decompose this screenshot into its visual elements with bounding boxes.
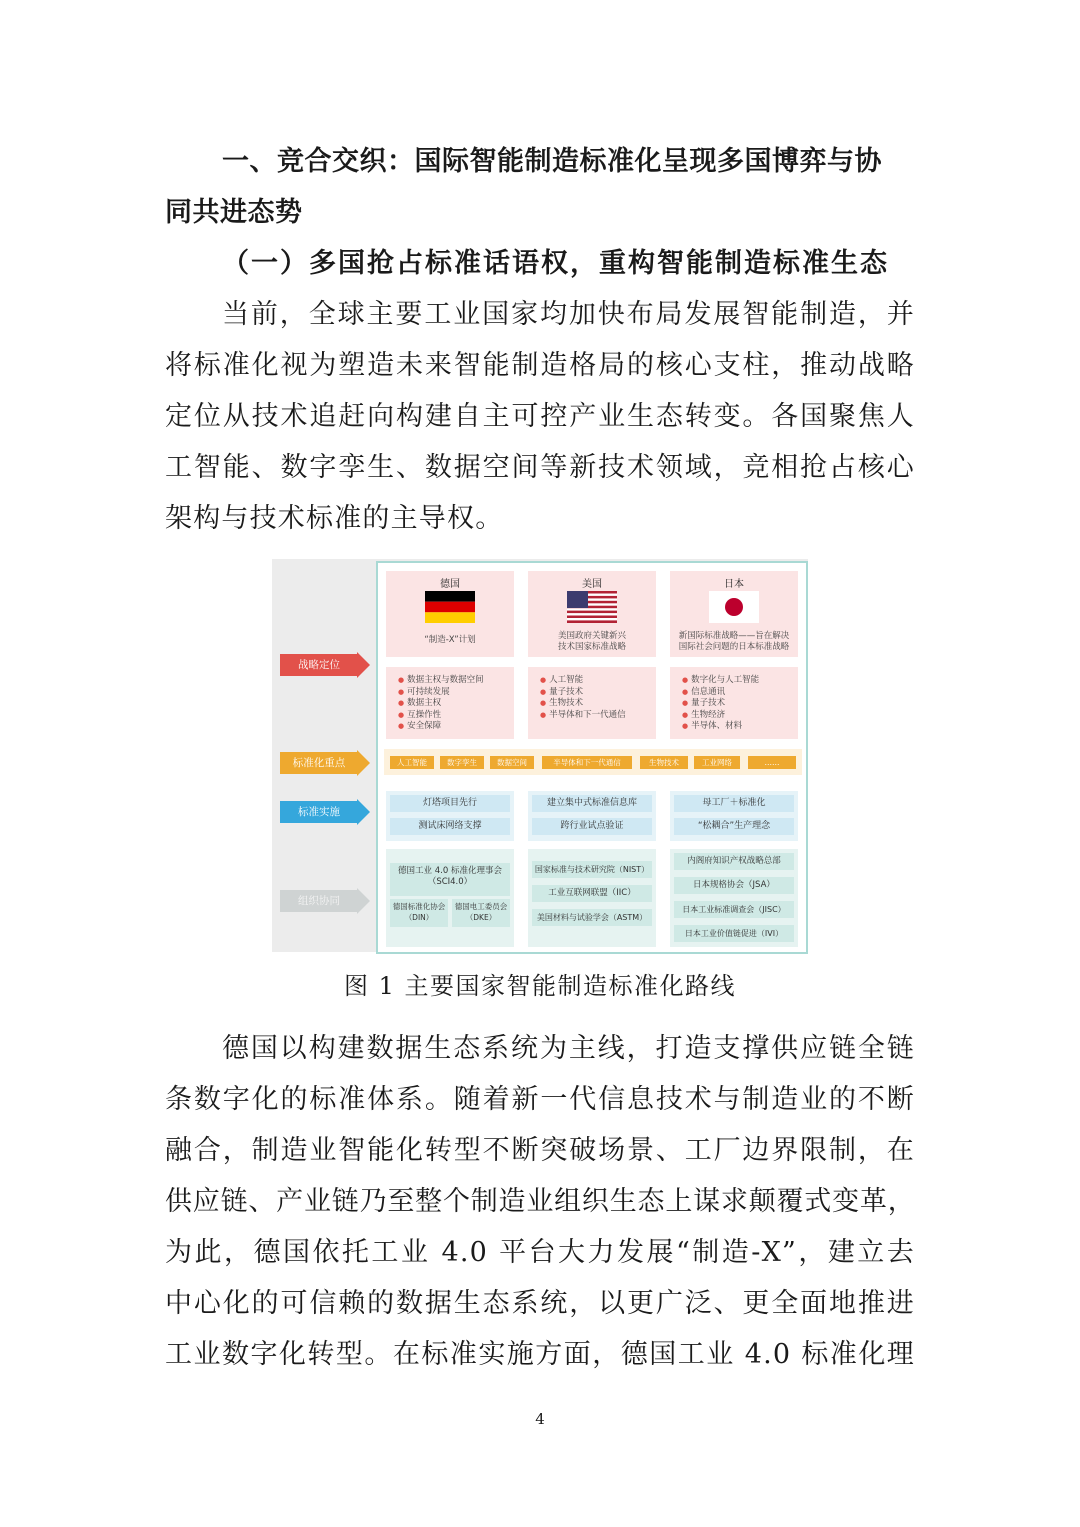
heading-1-line-1: 一、竞合交织：国际智能制造标准化呈现多国博弈与协: [222, 146, 882, 177]
org-text: 德国标准化协会: [392, 902, 446, 911]
impl-japan: [670, 791, 798, 841]
para2-line: 条数字化的标准体系。随着新一代信息技术与制造业的不断: [165, 1084, 915, 1115]
para2-line: 中心化的可信赖的数据生态系统，以更广泛、更全面地推进: [165, 1288, 915, 1319]
country-name: 美国: [582, 579, 602, 590]
org-cell: 工业互联网联盟（IIC）: [532, 885, 652, 902]
org-cell: 日本工业价值链促进（IVI）: [674, 925, 794, 942]
page-number: 4: [535, 1410, 545, 1428]
impl-cell: “松耦合”生产理念: [674, 818, 794, 835]
org-cell: [390, 899, 448, 927]
impl-cell: 母工厂＋标准化: [674, 795, 794, 812]
row-label-focus: 标准化重点: [280, 752, 358, 774]
para1-line: 定位从技术追赶向构建自主可控产业生态转变。各国聚焦人: [165, 401, 915, 432]
bullet-item: ● 数据主权与数据空间: [398, 675, 484, 687]
country-box-germany: [386, 571, 514, 657]
focus-chip: ……: [748, 756, 796, 769]
heading-2: （一）多国抢占标准话语权，重构智能制造标准生态: [222, 248, 889, 279]
focus-chip: 工业网络: [694, 756, 740, 769]
japan-flag-icon: [709, 591, 759, 623]
germany-flag-icon: [425, 591, 475, 623]
org-usa: [528, 849, 656, 947]
country-name: 日本: [724, 579, 744, 590]
bullets-germany: [386, 667, 514, 739]
impl-cell: 测试床网络支撑: [390, 818, 510, 835]
country-box-japan: [670, 571, 798, 657]
country-name: 德国: [440, 579, 460, 590]
bullet-item: ● 数据主权: [398, 698, 484, 710]
org-cell: [452, 899, 510, 927]
org-japan: [670, 849, 798, 947]
impl-cell: 跨行业试点验证: [532, 818, 652, 835]
bullet-item: ● 量子技术: [682, 698, 759, 710]
bullet-item: ● 量子技术: [540, 687, 626, 699]
plan-text: 美国政府关键新兴: [557, 631, 626, 641]
org-cell: 内阁府知识产权战略总部: [674, 853, 794, 870]
para2-line: 融合，制造业智能化转型不断突破场景、工厂边界限制，在: [165, 1135, 915, 1166]
para1-line: 架构与技术标准的主导权。: [165, 503, 504, 534]
bullets-japan: [670, 667, 798, 739]
org-cell: 日本工业标准调查会（JISC）: [674, 901, 794, 918]
focus-chip: 数字孪生: [440, 756, 484, 769]
org-text: （SCI4.0）: [427, 877, 473, 887]
impl-cell: 建立集中式标准信息库: [532, 795, 652, 812]
para1-line: 将标准化视为塑造未来智能制造格局的核心支柱，推动战略: [165, 350, 915, 381]
para2-line: 工业数字化转型。在标准实施方面，德国工业 4.0 标准化理: [165, 1339, 915, 1370]
impl-germany: [386, 791, 514, 841]
usa-flag-icon: [567, 591, 617, 623]
bullet-item: ● 半导体、材料: [682, 721, 759, 733]
org-text: （DIN）: [404, 913, 434, 922]
impl-cell: 灯塔项目先行: [390, 795, 510, 812]
bullet-item: ● 可持续发展: [398, 687, 484, 699]
para1-line: 当前，全球主要工业国家均加快布局发展智能制造，并: [222, 299, 915, 330]
row-label-organization: 组织协同: [280, 890, 358, 912]
country-box-usa: [528, 571, 656, 657]
focus-chip: 生物技术: [640, 756, 688, 769]
para2-line: 为此，德国依托工业 4.0 平台大力发展“制造-X”，建立去: [165, 1237, 915, 1268]
plan-text: 技术国家标准战略: [557, 642, 626, 652]
row-label-strategy: 战略定位: [280, 654, 358, 676]
para2-line: 德国以构建数据生态系统为主线，打造支撑供应链全链: [222, 1033, 915, 1064]
impl-usa: [528, 791, 656, 841]
bullet-item: ● 生物技术: [540, 698, 626, 710]
plan-text: “制造-X”计划: [424, 635, 476, 645]
bullet-item: ● 半导体和下一代通信: [540, 710, 626, 722]
figure-caption: 图 1 主要国家智能制造标准化路线: [343, 972, 737, 1000]
focus-chip: 数据空间: [490, 756, 534, 769]
org-text: 德国电工委员会: [454, 902, 508, 911]
org-cell: [390, 863, 510, 896]
bullet-item: ● 生物经济: [682, 710, 759, 722]
figure-content-frame: [376, 561, 808, 954]
row-label-implementation: 标准实施: [280, 801, 358, 823]
plan-text: 国际社会问题的日本标准战略: [678, 642, 790, 652]
focus-bar: [384, 749, 802, 775]
para2-line: 供应链、产业链乃至整个制造业组织生态上谋求颠覆式变革，: [165, 1186, 915, 1217]
focus-chip: 人工智能: [390, 756, 434, 769]
bullet-item: ● 安全保障: [398, 721, 484, 733]
org-cell: 国家标准与技术研究院（NIST）: [532, 861, 652, 878]
bullets-usa: [528, 667, 656, 739]
org-text: （DKE）: [465, 913, 497, 922]
org-germany: [386, 849, 514, 947]
plan-text: 新国际标准战略——旨在解决: [678, 631, 790, 641]
para1-line: 工智能、数字孪生、数据空间等新技术领域，竞相抢占核心: [165, 452, 915, 483]
bullet-item: ● 信息通讯: [682, 687, 759, 699]
focus-chip: 半导体和下一代通信: [542, 756, 632, 769]
bullet-item: ● 人工智能: [540, 675, 626, 687]
bullet-item: ● 互操作性: [398, 710, 484, 722]
bullet-item: ● 数字化与人工智能: [682, 675, 759, 687]
org-text: 德国工业 4.0 标准化理事会: [398, 866, 502, 876]
standardization-roadmap-figure: [272, 559, 808, 952]
heading-1-line-2: 同共进态势: [165, 197, 303, 228]
org-cell: 美国材料与试验学会（ASTM）: [532, 909, 652, 926]
org-cell: 日本规格协会（JSA）: [674, 877, 794, 894]
